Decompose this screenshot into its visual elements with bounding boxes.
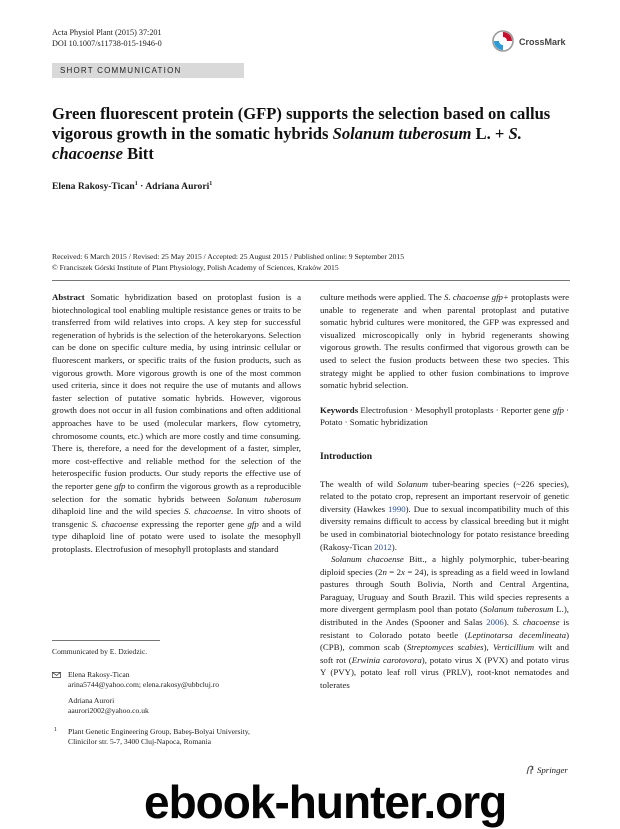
affiliation-marker: 1 <box>209 181 213 187</box>
contact-block <box>68 670 308 717</box>
journal-citation: Acta Physiol Plant (2015) 37:201 <box>52 28 162 37</box>
communicated-by: Communicated by E. Dziedzic. <box>52 647 148 656</box>
author-name[interactable]: Elena Rakosy-Tican <box>52 181 135 193</box>
affiliation-marker: 1 <box>134 181 138 187</box>
intro-text: ). <box>391 541 397 552</box>
intro-italic: Erwinia carotovora <box>351 654 422 665</box>
contact-email[interactable]: arina5744@yahoo.com; elena.rakosy@ubbcluj.ro <box>68 680 220 690</box>
intro-text: ). <box>503 617 513 628</box>
footnote-divider <box>52 640 160 641</box>
keywords-paragraph <box>320 404 569 429</box>
abstract-label: Abstract <box>52 292 85 302</box>
citation-link[interactable]: 2006 <box>486 617 504 628</box>
intro-text: = 24), is spreading as a field weed in lowland pastures through South Bolivia, North and Central Argentina, Paraguay, Uruguay and South Brazil. This wild species represents a more divergent germplasm pool than potato ( <box>320 566 570 615</box>
right-column <box>320 291 569 692</box>
keywords-label: Keywords <box>320 404 359 415</box>
intro-italic: Verticillium <box>493 642 535 653</box>
crossmark-label: CrossMark <box>519 37 566 47</box>
springer-horse-icon <box>525 765 535 775</box>
title-species-2: S. chacoense <box>52 124 522 163</box>
copyright-line: © Franciszek Górski Institute of Plant Physiology, Polish Academy of Sciences, Kraków 2015 <box>52 262 339 272</box>
abstract-paragraph <box>52 291 301 555</box>
title-species-1: Solanum tuberosum <box>332 124 472 143</box>
intro-italic: n <box>382 566 387 577</box>
intro-italic: Solanum <box>397 478 428 489</box>
abstract-text: culture methods were applied. The <box>320 292 445 302</box>
intro-italic: Solanum chacoense <box>331 554 404 565</box>
intro-text: tuber-bearing species (~226 species), related to the potato crop, represent an important reservoir of genetic diversity (Hawkes <box>320 478 570 514</box>
intro-text: ), <box>483 642 494 653</box>
abstract-column <box>52 291 301 555</box>
crossmark-badge[interactable] <box>492 30 582 56</box>
intro-paragraph-1 <box>320 478 569 554</box>
intro-text: ). Due to sexual incompatibility much of this diversity remains difficult to access by classical breeding but it might be used in combinatorial biotechnology for potato resistance breeding (Rakosy-Tican <box>320 503 569 552</box>
abstract-italic: Solanum tuberosum <box>226 493 301 504</box>
intro-italic: S. chacoense <box>512 617 560 628</box>
intro-text: The wealth of wild <box>320 478 398 489</box>
abstract-text: to confirm the vigorous growth as a reproducible selection for the somatic hybrids between <box>52 480 301 504</box>
abstract-text: protoplasts were unable to regenerate and when parental protoplast and putative somatic hybrid cultures were monitored, the GFP was expressed and visualized microscopically only in hybrid regenerants showing vigorous growth. The results confirmed that vigorous growth can be used to select the fusion products between these two species. This strategy might be applied to other fusion combinations to improve somatic hybrid selection. <box>320 292 569 391</box>
intro-italic: x <box>401 566 405 577</box>
intro-paragraph-2 <box>320 553 569 692</box>
citation-link[interactable]: 2012 <box>374 541 392 552</box>
title-text: Bitt <box>122 144 154 163</box>
divider <box>52 280 570 281</box>
doi-line: DOI 10.1007/s11738-015-1946-0 <box>52 39 162 48</box>
contact-name: Adriana Aurori <box>68 695 115 705</box>
affiliation-line: Clinicilor str. 5-7, 3400 Cluj-Napoca, Romania <box>68 737 211 747</box>
publication-history <box>52 252 572 273</box>
author-list <box>52 181 212 192</box>
history-dates: Received: 6 March 2015 / Revised: 25 May 2015 / Accepted: 25 August 2015 / Published online: 9 September 2015 <box>52 252 405 261</box>
section-heading-introduction: Introduction <box>320 450 373 462</box>
intro-text: wilt and soft rot ( <box>320 642 569 665</box>
envelope-icon <box>52 672 61 678</box>
journal-header <box>52 27 162 49</box>
affiliation-text <box>68 727 308 748</box>
contact-email[interactable]: aaurori2002@yahoo.co.uk <box>68 706 149 716</box>
publisher-name: Springer <box>537 765 568 775</box>
abstract-text: expressing the reporter gene <box>138 518 248 529</box>
intro-italic: Streptomyces scabies <box>406 642 484 653</box>
intro-text: Bitt., a highly polymorphic, tuber-bearing diploid species (2 <box>320 554 569 577</box>
citation-link[interactable]: 1990 <box>388 503 406 514</box>
intro-text: ) (CPB), common scab ( <box>320 629 569 653</box>
intro-text: L.), distributed in the Andes (Spooner and Salas <box>320 604 569 628</box>
article-type-band: SHORT COMMUNICATION <box>52 63 244 78</box>
intro-text: = 2 <box>386 566 402 577</box>
site-watermark: ebook-hunter.org <box>144 776 507 828</box>
keywords-text: · Potato · Somatic hybridization <box>320 404 569 428</box>
abstract-italic: S. chacoense <box>184 506 231 517</box>
abstract-italic: gfp <box>114 480 126 491</box>
author-name[interactable]: Adriana Aurori <box>145 181 210 193</box>
affiliation-line: Plant Genetic Engineering Group, Babeş-Bolyai University, <box>68 727 250 736</box>
crossmark-icon <box>492 30 514 52</box>
abstract-italic: gfp <box>247 518 259 529</box>
keywords-text: Electrofusion · Mesophyll protoplasts · Reporter gene <box>358 404 553 415</box>
publisher-mark <box>525 765 568 775</box>
title-text: Green fluorescent protein (GFP) supports the selection based on callus vigorous growth in the somatic hybrids <box>52 104 551 143</box>
abstract-text: Somatic hybridization based on protoplast fusion is a biotechnological tool enabling multiple resistance genes or traits to be transferred from wild relatives into crops. A key step for successful regeneration of hybrids is the selection of the heterokaryons. Selection can be done on specific culture media, by using intrinsic cellular or fluorescent markers, or specific traits of the fusion products, such as vigorous growth. More vigorous growth is one of the most common used criteria, since it does not require the use of mutants and allows faster selection of putative somatic hybrids. However, vigorous growth does not occur in all fusion combinations and often additional approaches have to be used (molecular markers, flow cytometry, chromosome counts, etc.) which are more costly and time consuming. There is, therefore, a need for the development of a faster, simpler, more cost-effective and reliable method for the selection of the heterospecific fusion products. Our study reports the effective use of the reporter gene <box>52 292 301 491</box>
contact-name: Elena Rakosy-Tican <box>68 670 130 679</box>
abstract-text: and a wild type dihaploid line of potato were used to isolate the mesophyll protoplasts. Electrofusion of mesophyll protoplasts and standard <box>52 518 301 554</box>
abstract-continuation <box>320 291 569 392</box>
abstract-italic: S. chacoense <box>91 518 139 529</box>
title-text: L. + <box>471 124 509 143</box>
keywords-italic: gfp <box>552 404 564 415</box>
article-title <box>52 104 572 164</box>
author-separator: · <box>137 181 146 193</box>
affiliation-number: 1 <box>54 727 57 733</box>
abstract-text: . In vitro shoots of transgenic <box>52 506 301 529</box>
intro-italic: Solanum tuberosum <box>483 604 554 615</box>
intro-italic: Leptinotarsa decemlineata <box>467 629 567 640</box>
intro-text: ), potato virus X (PVX) and potato virus Y (PVY), potato leaf roll virus (PRLV), root-knot nematodes and tolerates <box>320 654 569 691</box>
intro-text: is resistant to Colorado potato beetle ( <box>320 617 570 640</box>
abstract-italic: S. chacoense gfp+ <box>444 292 509 302</box>
abstract-text: dihaploid line and the wild species <box>52 506 185 517</box>
